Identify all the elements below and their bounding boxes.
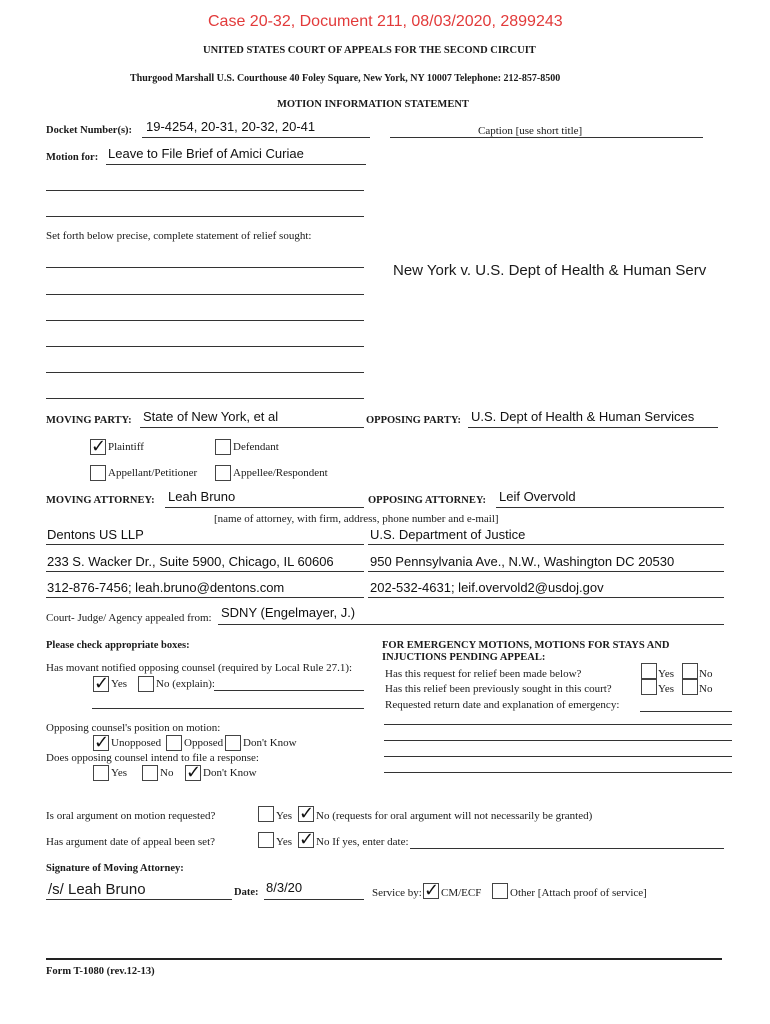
emergency-q1: Has this request for relief been made below? (385, 668, 582, 680)
docket-number-field[interactable]: 19-4254, 20-31, 20-32, 20-41 (146, 119, 316, 134)
response-no-label: No (160, 767, 174, 779)
moving-attorney-contact[interactable]: 312-876-7456; leah.bruno@dentons.com (47, 580, 285, 595)
position-dont-know-label: Don't Know (243, 737, 297, 749)
opposing-party-label: OPPOSING PARTY: (366, 415, 462, 426)
oral-argument-no-check-icon: ✓ (299, 803, 315, 824)
footer-rule (46, 958, 722, 960)
cmecf-check-icon: ✓ (424, 880, 440, 901)
moving-attorney-firm[interactable]: Dentons US LLP (47, 527, 144, 542)
other-service-checkbox[interactable] (492, 883, 508, 899)
oral-argument-no-label: No (requests for oral argument will not necessarily be granted) (316, 810, 593, 822)
notified-yes-check-icon: ✓ (94, 673, 110, 694)
response-no-checkbox[interactable] (142, 765, 158, 781)
response-yes-checkbox[interactable] (93, 765, 109, 781)
check-boxes-heading: Please check appropriate boxes: (46, 640, 190, 651)
emergency-q2-yes-label: Yes (658, 683, 675, 695)
plaintiff-check-icon: ✓ (91, 436, 107, 457)
appellee-label: Appellee/Respondent (233, 467, 328, 479)
opposing-party-field[interactable]: U.S. Dept of Health & Human Services (471, 409, 695, 424)
plaintiff-label: Plaintiff (108, 441, 144, 453)
motion-field[interactable]: Leave to File Brief of Amici Curiae (108, 146, 304, 161)
form-title: MOTION INFORMATION STATEMENT (277, 99, 469, 110)
other-service-label: Other [Attach proof of service] (510, 887, 647, 899)
defendant-checkbox[interactable] (215, 439, 231, 455)
argument-date-question: Has argument date of appeal been set? (46, 836, 216, 848)
cmecf-label: CM/ECF (441, 887, 482, 899)
response-yes-label: Yes (111, 767, 128, 779)
argument-date-yes-label: Yes (276, 836, 293, 848)
emergency-q3: Requested return date and explanation of emergency: (385, 699, 620, 711)
argument-date-yes-checkbox[interactable] (258, 832, 274, 848)
appellee-checkbox[interactable] (215, 465, 231, 481)
position-question: Opposing counsel's position on motion: (46, 722, 221, 734)
notified-no-label: No (explain): (156, 678, 215, 690)
caption-label: Caption [use short title] (478, 125, 583, 137)
appellant-checkbox[interactable] (90, 465, 106, 481)
argument-date-no-check-icon: ✓ (299, 829, 315, 850)
service-label: Service by: (372, 887, 422, 899)
docket-label: Docket Number(s): (46, 125, 133, 136)
moving-party-field[interactable]: State of New York, et al (143, 409, 279, 424)
unopposed-label: Unopposed (111, 737, 162, 749)
notified-question: Has movant notified opposing counsel (required by Local Rule 27.1): (46, 662, 353, 674)
position-dont-know-checkbox[interactable] (225, 735, 241, 751)
defendant-label: Defendant (233, 441, 279, 453)
emergency-q1-no-checkbox[interactable] (682, 663, 698, 679)
response-question: Does opposing counsel intend to file a response: (46, 752, 259, 764)
notified-no-checkbox[interactable] (138, 676, 154, 692)
signature-field[interactable]: /s/ Leah Bruno (48, 881, 146, 898)
oral-argument-yes-checkbox[interactable] (258, 806, 274, 822)
opposing-attorney-name[interactable]: Leif Overvold (499, 489, 576, 504)
response-dont-know-label: Don't Know (203, 767, 257, 779)
opposing-attorney-firm[interactable]: U.S. Department of Justice (370, 527, 526, 542)
notified-yes-label: Yes (111, 678, 128, 690)
opposed-checkbox[interactable] (166, 735, 182, 751)
emergency-q2: Has this relief been previously sought in this court? (385, 683, 612, 695)
unopposed-check-icon: ✓ (94, 732, 110, 753)
date-label: Date: (234, 887, 259, 898)
relief-label: Set forth below precise, complete statement of relief sought: (46, 230, 312, 242)
appellant-label: Appellant/Petitioner (108, 467, 198, 479)
court-appealed-field[interactable]: SDNY (Engelmayer, J.) (221, 605, 356, 620)
emergency-q1-no-label: No (699, 668, 713, 680)
moving-attorney-address[interactable]: 233 S. Wacker Dr., Suite 5900, Chicago, IL 60606 (47, 554, 334, 569)
case-header: Case 20-32, Document 211, 08/03/2020, 2899243 (208, 13, 563, 30)
emergency-q1-yes-label: Yes (658, 668, 675, 680)
form-number: Form T-1080 (rev.12-13) (46, 966, 155, 977)
signature-label: Signature of Moving Attorney: (46, 863, 184, 874)
opposing-attorney-contact[interactable]: 202-532-4631; leif.overvold2@usdoj.gov (370, 580, 604, 595)
moving-party-label: MOVING PARTY: (46, 415, 132, 426)
emergency-q1-yes-checkbox[interactable] (641, 663, 657, 679)
opposed-label: Opposed (184, 737, 224, 749)
emergency-q2-no-label: No (699, 683, 713, 695)
emergency-q2-yes-checkbox[interactable] (641, 679, 657, 695)
motion-label: Motion for: (46, 152, 99, 163)
date-field[interactable]: 8/3/20 (266, 880, 303, 895)
argument-date-no-label: No If yes, enter date: (316, 836, 409, 848)
emergency-q2-no-checkbox[interactable] (682, 679, 698, 695)
court-name: UNITED STATES COURT OF APPEALS FOR THE SECOND CIRCUIT (203, 45, 536, 56)
caption-field[interactable]: New York v. U.S. Dept of Health & Human Serv (393, 262, 707, 279)
emergency-heading-1: FOR EMERGENCY MOTIONS, MOTIONS FOR STAYS AND (382, 640, 670, 651)
attorney-note: [name of attorney, with firm, address, phone number and e-mail] (214, 513, 499, 525)
moving-attorney-label: MOVING ATTORNEY: (46, 495, 155, 506)
oral-argument-question: Is oral argument on motion requested? (46, 810, 216, 822)
moving-attorney-name[interactable]: Leah Bruno (168, 489, 236, 504)
oral-argument-yes-label: Yes (276, 810, 293, 822)
court-address: Thurgood Marshall U.S. Courthouse 40 Foley Square, New York, NY 10007 Telephone: 212-857-8500 (130, 73, 561, 84)
opposing-attorney-address[interactable]: 950 Pennsylvania Ave., N.W., Washington DC 20530 (370, 554, 675, 569)
court-appealed-label: Court- Judge/ Agency appealed from: (46, 612, 212, 624)
emergency-heading-2: INJUCTIONS PENDING APPEAL: (382, 652, 546, 663)
opposing-attorney-label: OPPOSING ATTORNEY: (368, 495, 486, 506)
response-dont-know-check-icon: ✓ (186, 762, 202, 783)
